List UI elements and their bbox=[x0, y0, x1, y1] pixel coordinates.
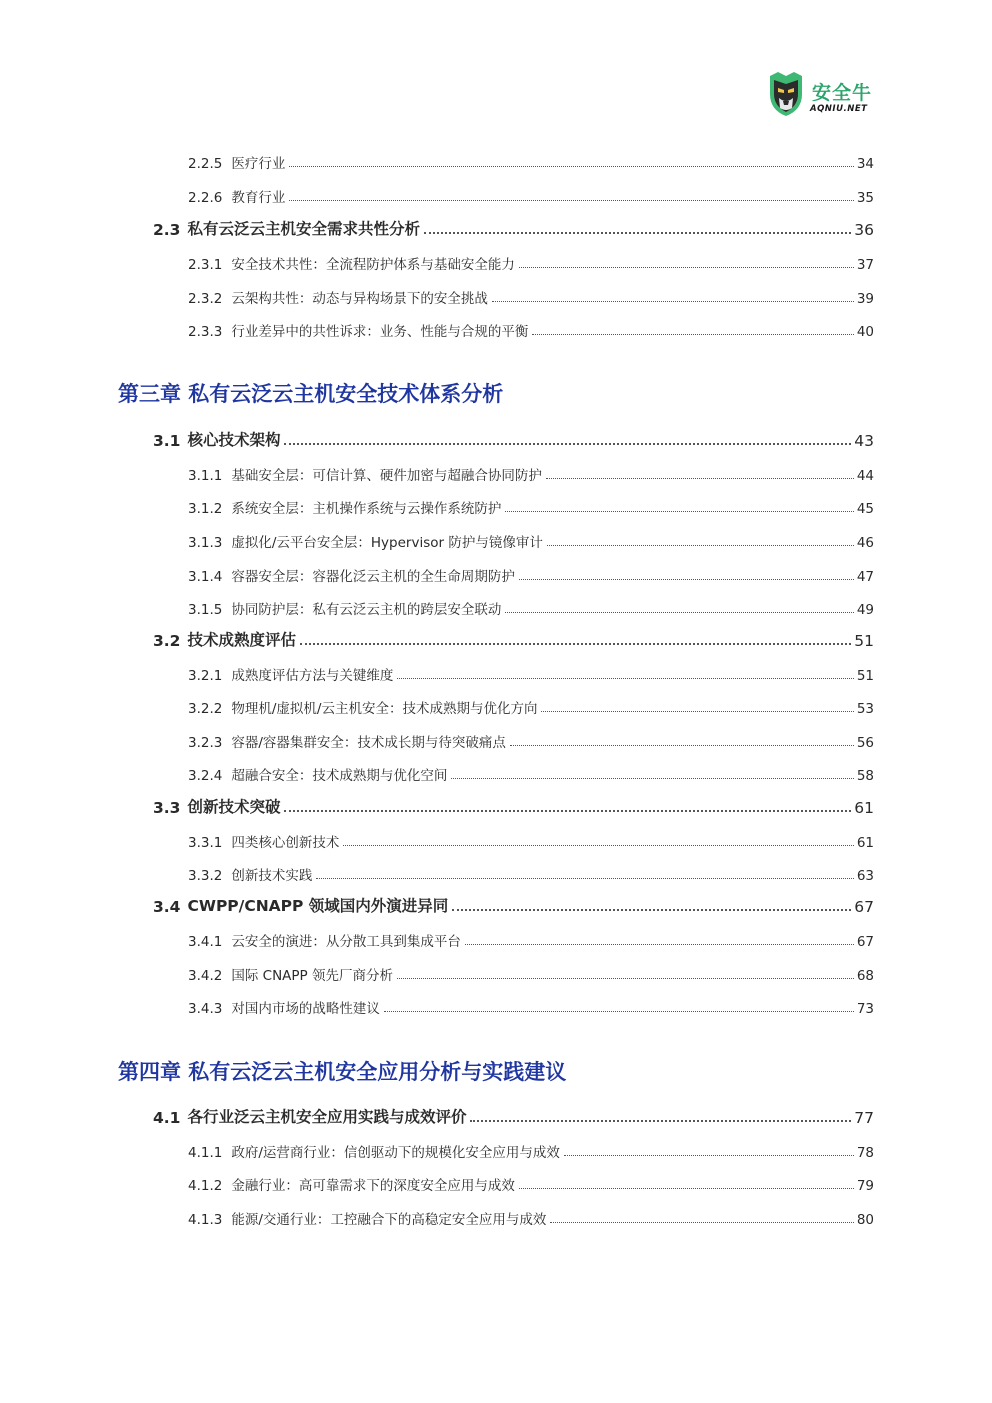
toc-dot-leader bbox=[546, 477, 854, 479]
toc-subsection-entry[interactable] bbox=[188, 1172, 874, 1194]
toc-entry-title: 虚拟化/云平台安全层：Hypervisor 防护与镜像审计 bbox=[231, 535, 543, 551]
logo-text-cn: 安全牛 bbox=[812, 82, 873, 104]
toc-dot-leader bbox=[519, 1187, 854, 1189]
toc-dot-leader bbox=[505, 510, 853, 512]
toc-entry-number: 4.1 bbox=[153, 1109, 181, 1127]
toc-subsection-entry[interactable] bbox=[188, 762, 874, 784]
toc-page-number: 78 bbox=[856, 1145, 874, 1161]
toc-subsection-entry[interactable] bbox=[188, 529, 874, 551]
toc-entry-title: 容器安全层：容器化泛云主机的全生命周期防护 bbox=[231, 569, 515, 585]
toc-dot-leader bbox=[424, 231, 851, 234]
toc-entry-title: 能源/交通行业：工控融合下的高稳定安全应用与成效 bbox=[231, 1212, 547, 1228]
toc-dot-leader bbox=[316, 877, 853, 879]
toc-entry-number: 3.2.2 bbox=[188, 701, 223, 717]
toc-entry-number: 3.3 bbox=[153, 799, 181, 817]
toc-entry-number: 2.2.5 bbox=[188, 156, 223, 172]
toc-section-entry[interactable] bbox=[153, 428, 874, 450]
toc-subsection-entry[interactable] bbox=[188, 1139, 874, 1161]
toc-subsection-entry[interactable] bbox=[188, 596, 874, 618]
toc-dot-leader bbox=[289, 199, 853, 201]
toc-page-number: 67 bbox=[854, 898, 874, 916]
toc-subsection-entry[interactable] bbox=[188, 150, 874, 172]
toc-entry-number: 2.3.1 bbox=[188, 257, 223, 273]
bull-mascot-icon bbox=[766, 70, 806, 118]
toc-dot-leader bbox=[397, 977, 854, 979]
chapter-heading: 第三章 私有云泛云主机安全技术体系分析 bbox=[118, 382, 504, 406]
toc-entry-title: 物理机/虚拟机/云主机安全：技术成熟期与优化方向 bbox=[231, 701, 538, 717]
toc-page-number: 61 bbox=[854, 799, 874, 817]
toc-entry-title: 容器/容器集群安全：技术成长期与待突破痛点 bbox=[231, 735, 506, 751]
toc-entry-title: 系统安全层：主机操作系统与云操作系统防护 bbox=[231, 501, 502, 517]
toc-entry-title: 云架构共性：动态与异构场景下的安全挑战 bbox=[231, 291, 488, 307]
logo-text-en: AQNIU.NET bbox=[810, 104, 868, 114]
toc-page-number: 40 bbox=[856, 324, 874, 340]
toc-entry-number: 4.1.1 bbox=[188, 1145, 223, 1161]
toc-entry-title: 行业差异中的共性诉求：业务、性能与合规的平衡 bbox=[231, 324, 529, 340]
toc-subsection-entry[interactable] bbox=[188, 962, 874, 984]
toc-dot-leader bbox=[343, 844, 853, 846]
toc-section-entry[interactable] bbox=[153, 628, 874, 650]
toc-dot-leader bbox=[384, 1010, 854, 1012]
toc-dot-leader bbox=[451, 777, 853, 779]
toc-page-number: 45 bbox=[856, 501, 874, 517]
toc-entry-number: 2.3.3 bbox=[188, 324, 223, 340]
toc-entry-title: CWPP/CNAPP 领域国内外演进异同 bbox=[187, 897, 449, 915]
toc-page-number: 61 bbox=[856, 835, 874, 851]
toc-entry-number: 4.1.3 bbox=[188, 1212, 223, 1228]
toc-section-entry[interactable] bbox=[153, 894, 874, 916]
toc-entry-number: 3.4.2 bbox=[188, 968, 223, 984]
toc-subsection-entry[interactable] bbox=[188, 184, 874, 206]
toc-entry-title: 创新技术实践 bbox=[231, 868, 313, 884]
toc-page-number: 73 bbox=[856, 1001, 874, 1017]
toc-subsection-entry[interactable] bbox=[188, 563, 874, 585]
toc-entry-number: 3.4.3 bbox=[188, 1001, 223, 1017]
toc-entry-title: 成熟度评估方法与关键维度 bbox=[231, 668, 394, 684]
toc-dot-leader bbox=[452, 908, 851, 911]
toc-dot-leader bbox=[284, 809, 851, 812]
toc-dot-leader bbox=[532, 333, 853, 335]
toc-subsection-entry[interactable] bbox=[188, 729, 874, 751]
toc-entry-title: 基础安全层：可信计算、硬件加密与超融合协同防护 bbox=[231, 468, 542, 484]
toc-entry-number: 3.2.1 bbox=[188, 668, 223, 684]
toc-entry-title: 政府/运营商行业：信创驱动下的规模化安全应用与成效 bbox=[231, 1145, 560, 1161]
toc-subsection-entry[interactable] bbox=[188, 318, 874, 340]
toc-entry-number: 3.1.5 bbox=[188, 602, 223, 618]
toc-dot-leader bbox=[547, 544, 854, 546]
toc-page-number: 67 bbox=[856, 934, 874, 950]
toc-entry-number: 2.3 bbox=[153, 221, 181, 239]
toc-page-number: 37 bbox=[856, 257, 874, 273]
toc-page-number: 49 bbox=[856, 602, 874, 618]
toc-page-number: 53 bbox=[856, 701, 874, 717]
toc-page-number: 79 bbox=[856, 1178, 874, 1194]
toc-page-number: 35 bbox=[856, 190, 874, 206]
toc-entry-title: 创新技术突破 bbox=[187, 798, 281, 816]
toc-entry-number: 3.2 bbox=[153, 632, 181, 650]
toc-subsection-entry[interactable] bbox=[188, 695, 874, 717]
toc-page-number: 56 bbox=[856, 735, 874, 751]
toc-dot-leader bbox=[492, 300, 854, 302]
toc-entry-number: 3.1.1 bbox=[188, 468, 223, 484]
toc-page-number: 51 bbox=[856, 668, 874, 684]
toc-page-number: 80 bbox=[856, 1212, 874, 1228]
toc-page-number: 77 bbox=[854, 1109, 874, 1127]
toc-entry-number: 2.2.6 bbox=[188, 190, 223, 206]
toc-page-number: 39 bbox=[856, 291, 874, 307]
toc-entry-title: 各行业泛云主机安全应用实践与成效评价 bbox=[187, 1108, 467, 1126]
toc-entry-title: 医疗行业 bbox=[231, 156, 286, 172]
toc-dot-leader bbox=[470, 1119, 851, 1122]
toc-dot-leader bbox=[519, 266, 854, 268]
toc-subsection-entry[interactable] bbox=[188, 495, 874, 517]
toc-page-number: 58 bbox=[856, 768, 874, 784]
toc-page-number: 68 bbox=[856, 968, 874, 984]
toc-entry-title: 核心技术架构 bbox=[187, 431, 281, 449]
toc-entry-number: 4.1.2 bbox=[188, 1178, 223, 1194]
toc-subsection-entry[interactable] bbox=[188, 862, 874, 884]
toc-page-number: 34 bbox=[856, 156, 874, 172]
toc-subsection-entry[interactable] bbox=[188, 928, 874, 950]
toc-subsection-entry[interactable] bbox=[188, 662, 874, 684]
toc-page-number: 36 bbox=[854, 221, 874, 239]
toc-dot-leader bbox=[505, 611, 853, 613]
toc-dot-leader bbox=[519, 578, 854, 580]
toc-subsection-entry[interactable] bbox=[188, 462, 874, 484]
chapter-heading: 第四章 私有云泛云主机安全应用分析与实践建议 bbox=[118, 1060, 567, 1084]
toc-subsection-entry[interactable] bbox=[188, 251, 874, 273]
toc-entry-number: 3.3.1 bbox=[188, 835, 223, 851]
toc-dot-leader bbox=[510, 744, 854, 746]
toc-entry-title: 协同防护层：私有云泛云主机的跨层安全联动 bbox=[231, 602, 502, 618]
toc-entry-title: 私有云泛云主机安全需求共性分析 bbox=[187, 220, 420, 238]
toc-section-entry[interactable] bbox=[153, 217, 874, 239]
toc-entry-title: 技术成熟度评估 bbox=[187, 631, 296, 649]
toc-dot-leader bbox=[541, 710, 853, 712]
toc-entry-title: 金融行业：高可靠需求下的深度安全应用与成效 bbox=[231, 1178, 515, 1194]
toc-page-number: 63 bbox=[856, 868, 874, 884]
toc-dot-leader bbox=[289, 165, 853, 167]
toc-entry-number: 3.3.2 bbox=[188, 868, 223, 884]
toc-subsection-entry[interactable] bbox=[188, 1206, 874, 1228]
toc-entry-number: 3.1 bbox=[153, 432, 181, 450]
toc-page-number: 51 bbox=[854, 632, 874, 650]
toc-subsection-entry[interactable] bbox=[188, 829, 874, 851]
toc-entry-number: 3.2.4 bbox=[188, 768, 223, 784]
toc-dot-leader bbox=[550, 1221, 853, 1223]
toc-entry-number: 3.4.1 bbox=[188, 934, 223, 950]
toc-entry-title: 超融合安全：技术成熟期与优化空间 bbox=[231, 768, 448, 784]
toc-entry-title: 安全技术共性：全流程防护体系与基础安全能力 bbox=[231, 257, 515, 273]
toc-entry-title: 教育行业 bbox=[231, 190, 286, 206]
toc-subsection-entry[interactable] bbox=[188, 995, 874, 1017]
toc-page-number: 47 bbox=[856, 569, 874, 585]
toc-entry-number: 3.1.4 bbox=[188, 569, 223, 585]
toc-section-entry[interactable] bbox=[153, 1105, 874, 1127]
toc-dot-leader bbox=[465, 943, 854, 945]
toc-entry-title: 云安全的演进：从分散工具到集成平台 bbox=[231, 934, 461, 950]
toc-entry-title: 四类核心创新技术 bbox=[231, 835, 340, 851]
toc-dot-leader bbox=[397, 677, 853, 679]
toc-entry-title: 国际 CNAPP 领先厂商分析 bbox=[231, 968, 393, 984]
toc-dot-leader bbox=[284, 442, 851, 445]
toc-entry-number: 2.3.2 bbox=[188, 291, 223, 307]
toc-entry-number: 3.1.3 bbox=[188, 535, 223, 551]
toc-page-number: 44 bbox=[856, 468, 874, 484]
toc-entry-number: 3.4 bbox=[153, 898, 181, 916]
toc-entry-title: 对国内市场的战略性建议 bbox=[231, 1001, 380, 1017]
toc-dot-leader bbox=[564, 1154, 854, 1156]
toc-dot-leader bbox=[300, 642, 851, 645]
aqniu-logo bbox=[766, 70, 886, 120]
toc-page-number: 43 bbox=[854, 432, 874, 450]
toc-entry-number: 3.1.2 bbox=[188, 501, 223, 517]
toc-page-number: 46 bbox=[856, 535, 874, 551]
toc-section-entry[interactable] bbox=[153, 795, 874, 817]
toc-subsection-entry[interactable] bbox=[188, 285, 874, 307]
toc-entry-number: 3.2.3 bbox=[188, 735, 223, 751]
